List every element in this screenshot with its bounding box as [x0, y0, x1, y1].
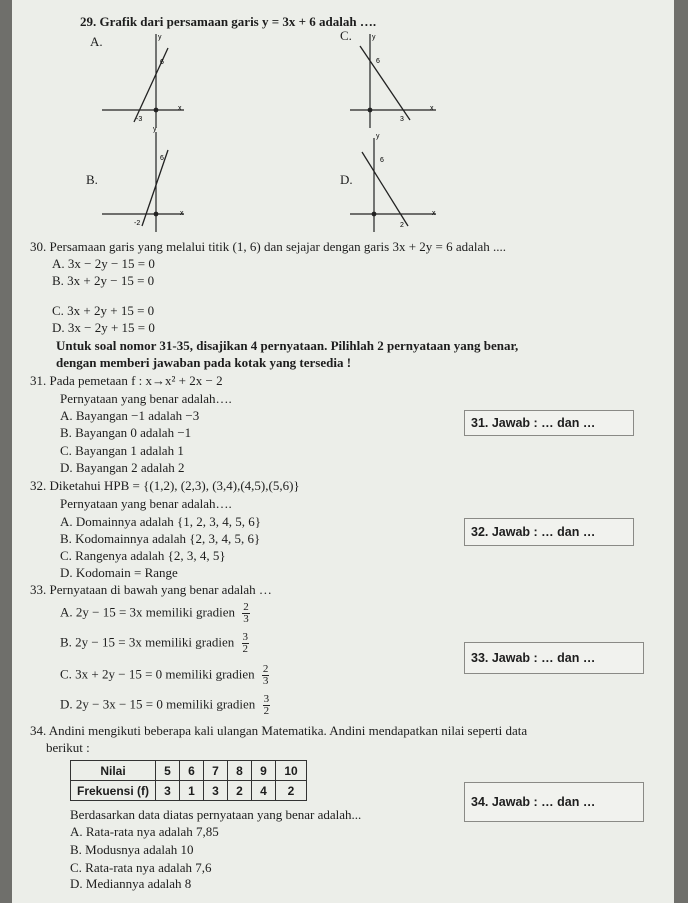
q34-prompt: Berdasarkan data diatas pernyataan yang benar adalah...: [70, 807, 362, 822]
q29-option-a-label: A.: [90, 34, 103, 49]
graph-b-x-tick: -2: [134, 220, 141, 227]
graph-d-y-tick: 6: [380, 157, 384, 164]
q32-text: 32. Diketahui HPB = {(1,2), (2,3), (3,4),(4,5),(5,6)}: [30, 478, 300, 493]
q30-text: 30. Persamaan garis yang melalui titik (1, 6) dan sejajar dengan garis 3x + 2y = 6 adalah ....: [30, 239, 507, 254]
graph-d-x-label: x: [432, 210, 436, 217]
q29-option-d-label: D.: [340, 172, 353, 187]
q33-option-d: [60, 694, 270, 717]
q34-text-2: berikut :: [46, 740, 90, 755]
graph-c-line: [360, 46, 410, 120]
q31-option-b: B. Bayangan 0 adalah −1: [60, 425, 192, 440]
q32-option-a: A. Domainnya adalah {1, 2, 3, 4, 5, 6}: [60, 514, 261, 529]
q33-option-d-gradient: $\frac{3}{2}$: [263, 693, 270, 717]
q29-graph-a: [98, 30, 188, 130]
q31-answer-box[interactable]: 31. Jawab : … dan …: [464, 410, 634, 436]
q29-graph-b: [98, 124, 188, 234]
q30-option-b: B. 3x + 2y − 15 = 0: [52, 273, 155, 288]
graph-a-y-label: y: [158, 34, 162, 41]
table-header-nilai: Nilai: [71, 761, 156, 781]
q29-graph-c: [346, 30, 446, 130]
q30-option-c: C. 3x + 2y + 15 = 0: [52, 303, 155, 318]
q33-option-c-label: C. 3x + 2y − 15 = 0 memiliki gradien: [60, 666, 255, 682]
table-row: [71, 781, 307, 801]
table-cell: 10: [276, 761, 307, 781]
q34-answer-box[interactable]: 34. Jawab : … dan …: [464, 782, 644, 822]
table-cell: 1: [180, 781, 204, 801]
graph-a-y-tick: 6: [160, 59, 164, 66]
q31-option-c: C. Bayangan 1 adalah 1: [60, 443, 184, 458]
graph-d-origin: [372, 212, 377, 217]
q33-option-c: [60, 664, 269, 687]
table-cell: 9: [252, 761, 276, 781]
q33-option-d-label: D. 2y − 3x − 15 = 0 memiliki gradien: [60, 696, 256, 712]
q33-text: 33. Pernyataan di bawah yang benar adalah …: [30, 582, 272, 597]
q34-option-d: D. Mediannya adalah 8: [70, 876, 192, 891]
table-cell: 4: [252, 781, 276, 801]
q32-answer-box[interactable]: 32. Jawab : … dan …: [464, 518, 634, 546]
table-cell: 6: [180, 761, 204, 781]
table-cell: 3: [204, 781, 228, 801]
graph-b-y-tick: 6: [160, 155, 164, 162]
instruction-line-1: Untuk soal nomor 31-35, disajikan 4 pernyataan. Pilihlah 2 pernyataan yang benar,: [56, 338, 519, 353]
q34-frequency-table: [70, 760, 307, 801]
q33-answer-box[interactable]: 33. Jawab : … dan …: [464, 642, 644, 674]
graph-c-origin: [368, 108, 373, 113]
q30-option-a: A. 3x − 2y − 15 = 0: [52, 256, 155, 271]
q34-option-b: B. Modusnya adalah 10: [70, 842, 194, 857]
q31-option-a: A. Bayangan −1 adalah −3: [60, 408, 200, 423]
q29-graph-d: [346, 130, 446, 235]
q32-option-b: B. Kodomainnya adalah {2, 3, 4, 5, 6}: [60, 531, 261, 546]
graph-d-y-label: y: [376, 133, 380, 140]
q32-option-d: D. Kodomain = Range: [60, 565, 178, 580]
worksheet-page: [12, 0, 674, 903]
table-header-frekuensi: Frekuensi (f): [71, 781, 156, 801]
q29-option-b-label: B.: [86, 172, 98, 187]
graph-b-origin: [154, 212, 159, 217]
graph-d-line: [362, 152, 408, 226]
q34-option-a: A. Rata-rata nya adalah 7,85: [70, 824, 219, 839]
graph-b-y-label: y: [153, 126, 157, 133]
q33-option-c-gradient: $\frac{2}{3}$: [262, 663, 269, 687]
q29-option-c-label: C.: [340, 28, 352, 43]
graph-a-origin: [154, 108, 159, 113]
q33-option-a-label: A. 2y − 15 = 3x memiliki gradien: [60, 604, 235, 620]
q34-text: 34. Andini mengikuti beberapa kali ulangan Matematika. Andini mendapatkan nilai seperti data: [30, 723, 528, 738]
q34-option-c: C. Rata-rata nya adalah 7,6: [70, 860, 212, 875]
graph-c-y-tick: 6: [376, 58, 380, 65]
q33-option-a-gradient: $\frac{2}{3}$: [243, 601, 249, 625]
table-cell: 5: [156, 761, 180, 781]
q33-option-a: [60, 602, 250, 625]
q31-text: 31. Pada pemetaan f : x→x² + 2x − 2: [30, 373, 223, 388]
table-cell: 2: [276, 781, 307, 801]
table-cell: 7: [204, 761, 228, 781]
q32-option-c: C. Rangenya adalah {2, 3, 4, 5}: [60, 548, 226, 563]
q30-option-d: D. 3x − 2y + 15 = 0: [52, 320, 155, 335]
q31-option-d: D. Bayangan 2 adalah 2: [60, 460, 185, 475]
graph-c-x-label: x: [430, 105, 434, 112]
q33-option-b-label: B. 2y − 15 = 3x memiliki gradien: [60, 634, 235, 650]
table-cell: 8: [228, 761, 252, 781]
table-cell: 3: [156, 781, 180, 801]
q33-option-b: [60, 632, 249, 655]
q32-prompt: Pernyataan yang benar adalah….: [60, 496, 232, 511]
table-row: [71, 761, 307, 781]
table-cell: 2: [228, 781, 252, 801]
graph-a-x-label: x: [178, 105, 182, 112]
q29-text: 29. Grafik dari persamaan garis y = 3x + 6 adalah ….: [80, 14, 377, 29]
graph-b-x-label: x: [180, 210, 184, 217]
instruction-line-2: dengan memberi jawaban pada kotak yang tersedia !: [56, 355, 352, 370]
graph-c-x-tick: 3: [400, 116, 404, 123]
graph-a-x-tick: -3: [136, 116, 143, 123]
graph-c-y-label: y: [372, 34, 376, 41]
q31-prompt: Pernyataan yang benar adalah….: [60, 391, 232, 406]
q33-option-b-gradient: $\frac{3}{2}$: [242, 631, 249, 655]
graph-d-x-tick: 2: [400, 222, 404, 229]
